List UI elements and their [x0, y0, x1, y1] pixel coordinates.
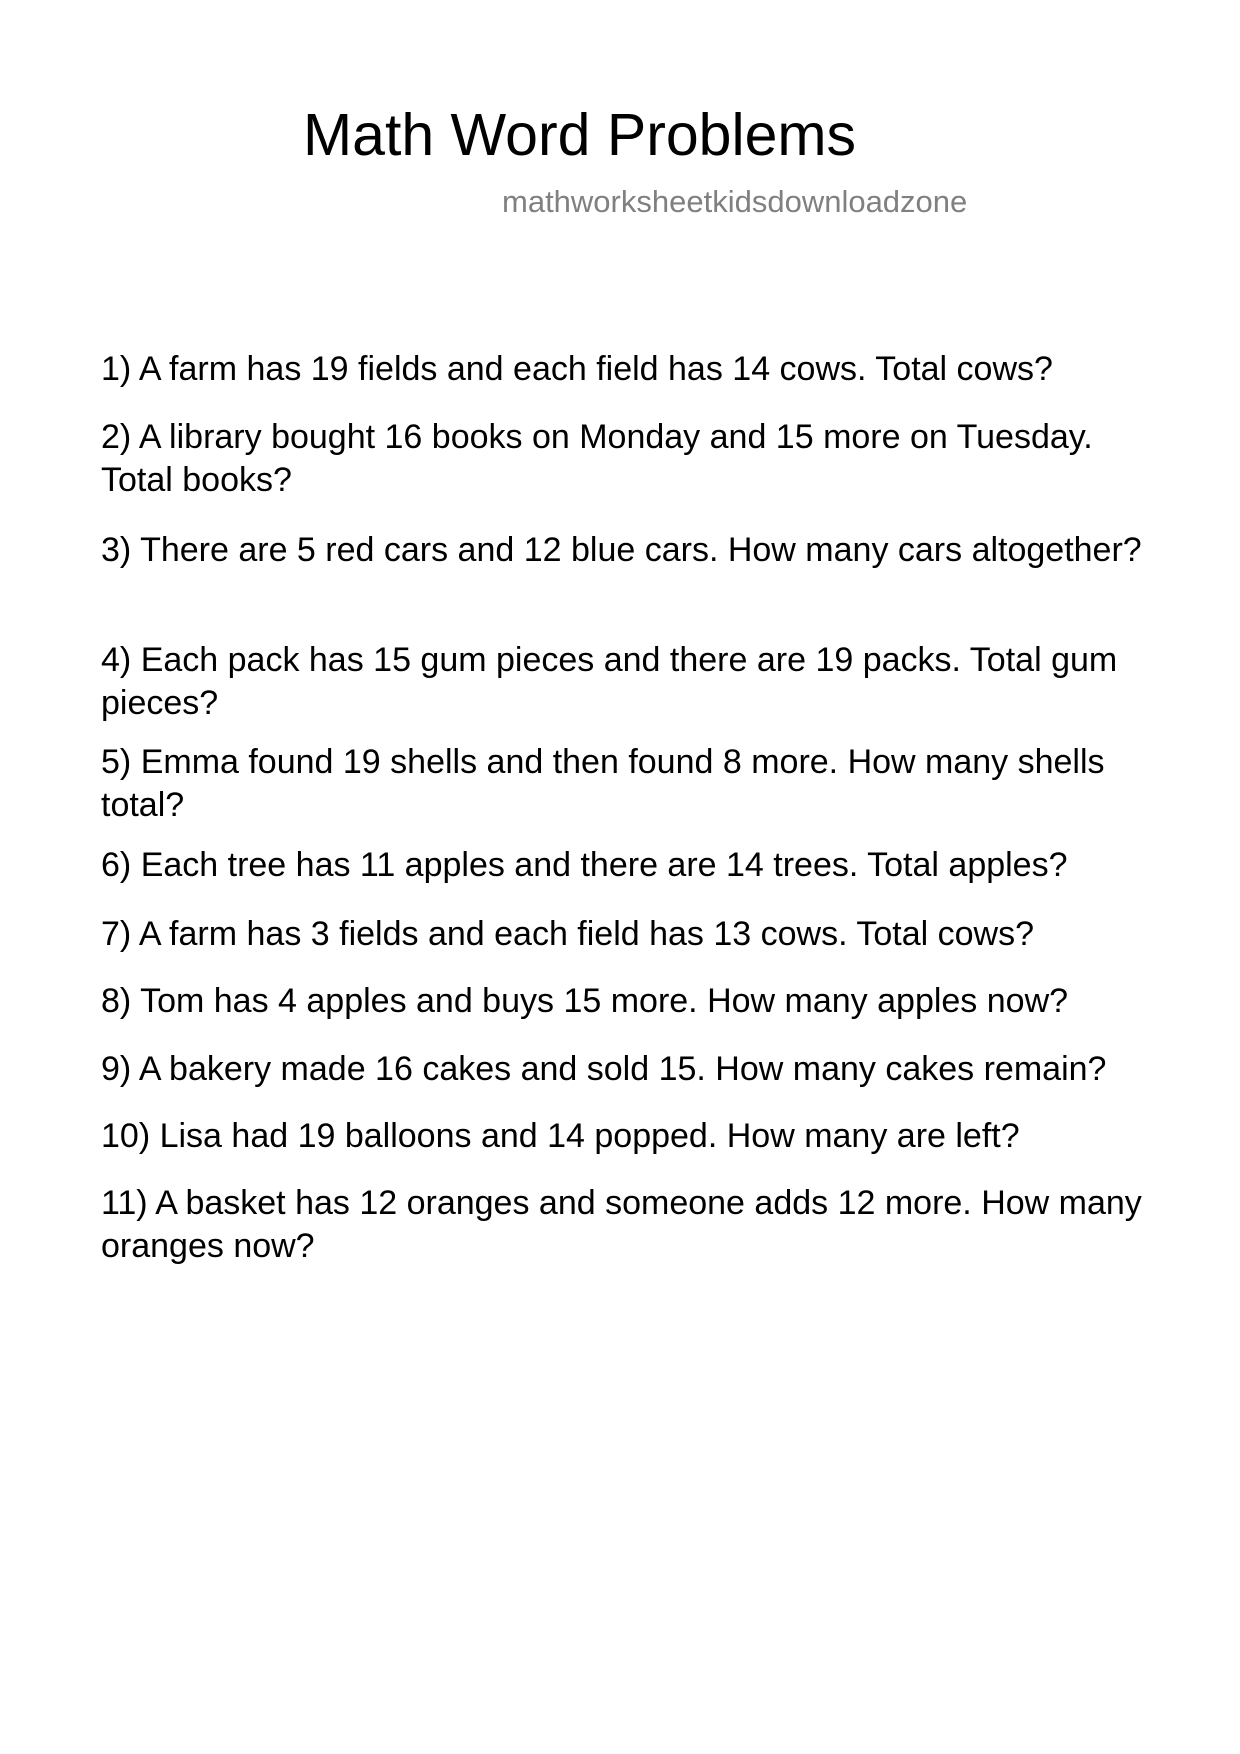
problem-text: A farm has 3 fields and each field has 13 cows. Total cows? — [138, 915, 1035, 953]
page-subtitle: mathworksheetkidsdownloadzone — [502, 184, 968, 219]
problem-item — [101, 980, 1147, 1023]
problem-item — [101, 1048, 1147, 1091]
problem-item — [101, 741, 1147, 827]
problem-number: 10) — [101, 1117, 151, 1155]
problem-text: A basket has 12 oranges and someone adds 12 more. How many oranges now? — [101, 1184, 1142, 1265]
problem-text: A farm has 19 fields and each field has 14 cows. Total cows? — [138, 350, 1053, 388]
problem-text: Emma found 19 shells and then found 8 more. How many shells total? — [101, 743, 1105, 824]
problem-text: Lisa had 19 balloons and 14 popped. How many are left? — [159, 1117, 1020, 1155]
problem-number: 5) — [101, 743, 132, 781]
problem-item — [101, 348, 1147, 391]
problem-number: 4) — [101, 641, 132, 679]
problem-item — [101, 1182, 1147, 1268]
problem-number: 11) — [101, 1184, 148, 1222]
problem-number: 9) — [101, 1050, 132, 1088]
problem-text: A bakery made 16 cakes and sold 15. How many cakes remain? — [138, 1050, 1107, 1088]
problem-number: 7) — [101, 915, 132, 953]
problem-number: 2) — [101, 418, 132, 456]
problem-item — [101, 639, 1147, 725]
problem-item — [101, 416, 1147, 502]
problem-text: Each pack has 15 gum pieces and there are 19 packs. Total gum pieces? — [101, 641, 1118, 722]
page-title: Math Word Problems — [303, 102, 857, 168]
problem-number: 8) — [101, 982, 132, 1020]
problem-item — [101, 913, 1147, 956]
problem-text: There are 5 red cars and 12 blue cars. How many cars altogether? — [140, 531, 1142, 569]
problem-item — [101, 844, 1147, 887]
problem-text: A library bought 16 books on Monday and 15 more on Tuesday. Total books? — [101, 418, 1093, 499]
problem-text: Each tree has 11 apples and there are 14 trees. Total apples? — [140, 846, 1068, 884]
problem-text: Tom has 4 apples and buys 15 more. How many apples now? — [140, 982, 1069, 1020]
problem-item — [101, 1115, 1147, 1158]
problem-number: 6) — [101, 846, 132, 884]
problem-item — [101, 529, 1147, 572]
problem-number: 1) — [101, 350, 132, 388]
problem-number: 3) — [101, 531, 132, 569]
